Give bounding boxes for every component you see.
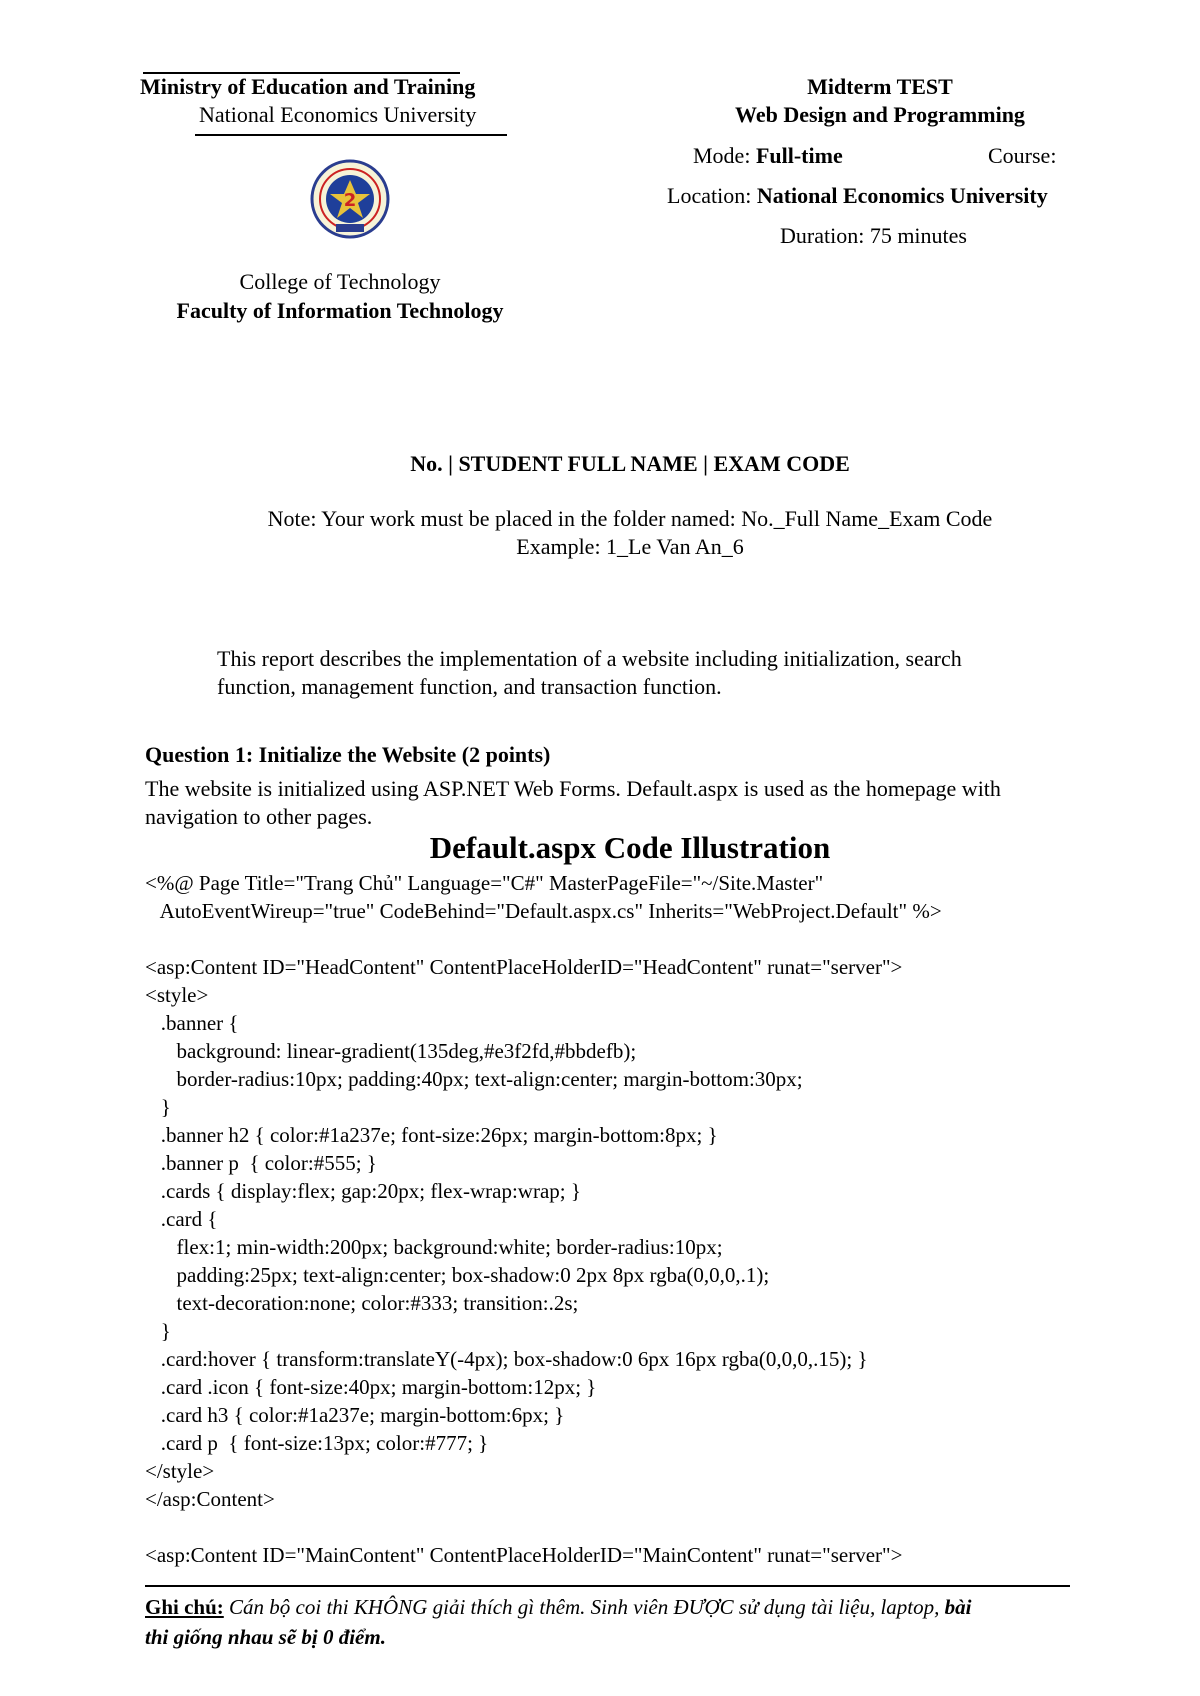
code-line: background: linear-gradient(135deg,#e3f2fd,#bbdefb); [145, 1039, 637, 1063]
footer-bold-text-2: thi giống nhau sẽ bị 0 điểm. [145, 1625, 386, 1649]
code-line: } [145, 1319, 171, 1343]
code-line: flex:1; min-width:200px; background:white; border-radius:10px; [145, 1235, 723, 1259]
code-title: Default.aspx Code Illustration [429, 830, 831, 865]
code-line: </style> [145, 1459, 215, 1483]
code-line: .cards { display:flex; gap:20px; flex-wrap:wrap; } [145, 1179, 581, 1203]
code-line: padding:25px; text-align:center; box-shadow:0 2px 8px rgba(0,0,0,.1); [145, 1263, 770, 1287]
note-example: Example: 1_Le Van An_6 [516, 534, 744, 559]
question-1-body-line-2: navigation to other pages. [145, 804, 373, 829]
mode-label: Mode: [693, 143, 751, 168]
code-line: .card .icon { font-size:40px; margin-bottom:12px; } [145, 1375, 597, 1399]
code-line: .card h3 { color:#1a237e; margin-bottom:6px; } [145, 1403, 565, 1427]
mode-field [693, 142, 843, 170]
university-seal-logo [310, 158, 390, 240]
faculty-name: Faculty of Information Technology [176, 298, 504, 323]
code-line: </asp:Content> [145, 1487, 275, 1511]
location-field [667, 182, 1048, 210]
footer-note [145, 1592, 1120, 1652]
intro-line-2: function, management function, and transaction function. [217, 674, 722, 699]
code-line: .banner h2 { color:#1a237e; font-size:26px; margin-bottom:8px; } [145, 1123, 718, 1147]
question-1-body-line-1: The website is initialized using ASP.NET Web Forms. Default.aspx is used as the homepage with [145, 776, 1001, 801]
footer-rule [145, 1585, 1070, 1587]
code-line: .card p { font-size:13px; color:#777; } [145, 1431, 489, 1455]
code-line: <style> [145, 983, 209, 1007]
code-line: text-decoration:none; color:#333; transition:.2s; [145, 1291, 579, 1315]
mode-value: Full-time [755, 143, 843, 168]
code-line: AutoEventWireup="true" CodeBehind="Default.aspx.cs" Inherits="WebProject.Default" %> [145, 899, 942, 923]
code-line: border-radius:10px; padding:40px; text-align:center; margin-bottom:30px; [145, 1067, 803, 1091]
code-line: .card:hover { transform:translateY(-4px); box-shadow:0 6px 16px rgba(0,0,0,.15); } [145, 1347, 868, 1371]
footer-label: Ghi chú: [145, 1595, 224, 1619]
header-left-bottom-rule [195, 134, 507, 136]
code-line: <asp:Content ID="HeadContent" ContentPlaceHolderID="HeadContent" runat="server"> [145, 955, 903, 979]
university-name: National Economics University [199, 102, 477, 127]
test-title: Midterm TEST [807, 74, 953, 99]
footer-italic-text: Cán bộ coi thi KHÔNG giải thích gì thêm. Sinh viên ĐƯỢC sử dụng tài liệu, laptop, [223, 1595, 945, 1619]
duration-text: Duration: 75 minutes [780, 223, 967, 248]
note-line: Note: Your work must be placed in the folder named: No._Full Name_Exam Code [267, 506, 993, 531]
location-label: Location: [667, 183, 752, 208]
question-1-title: Question 1: Initialize the Website (2 points) [145, 742, 551, 767]
intro-line-1: This report describes the implementation of a website including initialization, search [217, 646, 962, 671]
ministry-name: Ministry of Education and Training [140, 74, 476, 99]
code-line: <%@ Page Title="Trang Chủ" Language="C#" MasterPageFile="~/Site.Master" [145, 871, 824, 895]
college-name: College of Technology [239, 269, 441, 294]
svg-text:2: 2 [343, 190, 357, 211]
code-line: <asp:Content ID="MainContent" ContentPlaceHolderID="MainContent" runat="server"> [145, 1543, 903, 1567]
subject-name: Web Design and Programming [735, 102, 1025, 127]
student-info-line: No. | STUDENT FULL NAME | EXAM CODE [410, 451, 850, 476]
code-line: .card { [145, 1207, 218, 1231]
location-value: National Economics University [756, 183, 1048, 208]
footer-bold-text-1: bài [944, 1595, 972, 1619]
code-line: .banner { [145, 1011, 239, 1035]
course-label: Course: [988, 143, 1057, 168]
code-line: } [145, 1095, 171, 1119]
code-line: .banner p { color:#555; } [145, 1151, 377, 1175]
